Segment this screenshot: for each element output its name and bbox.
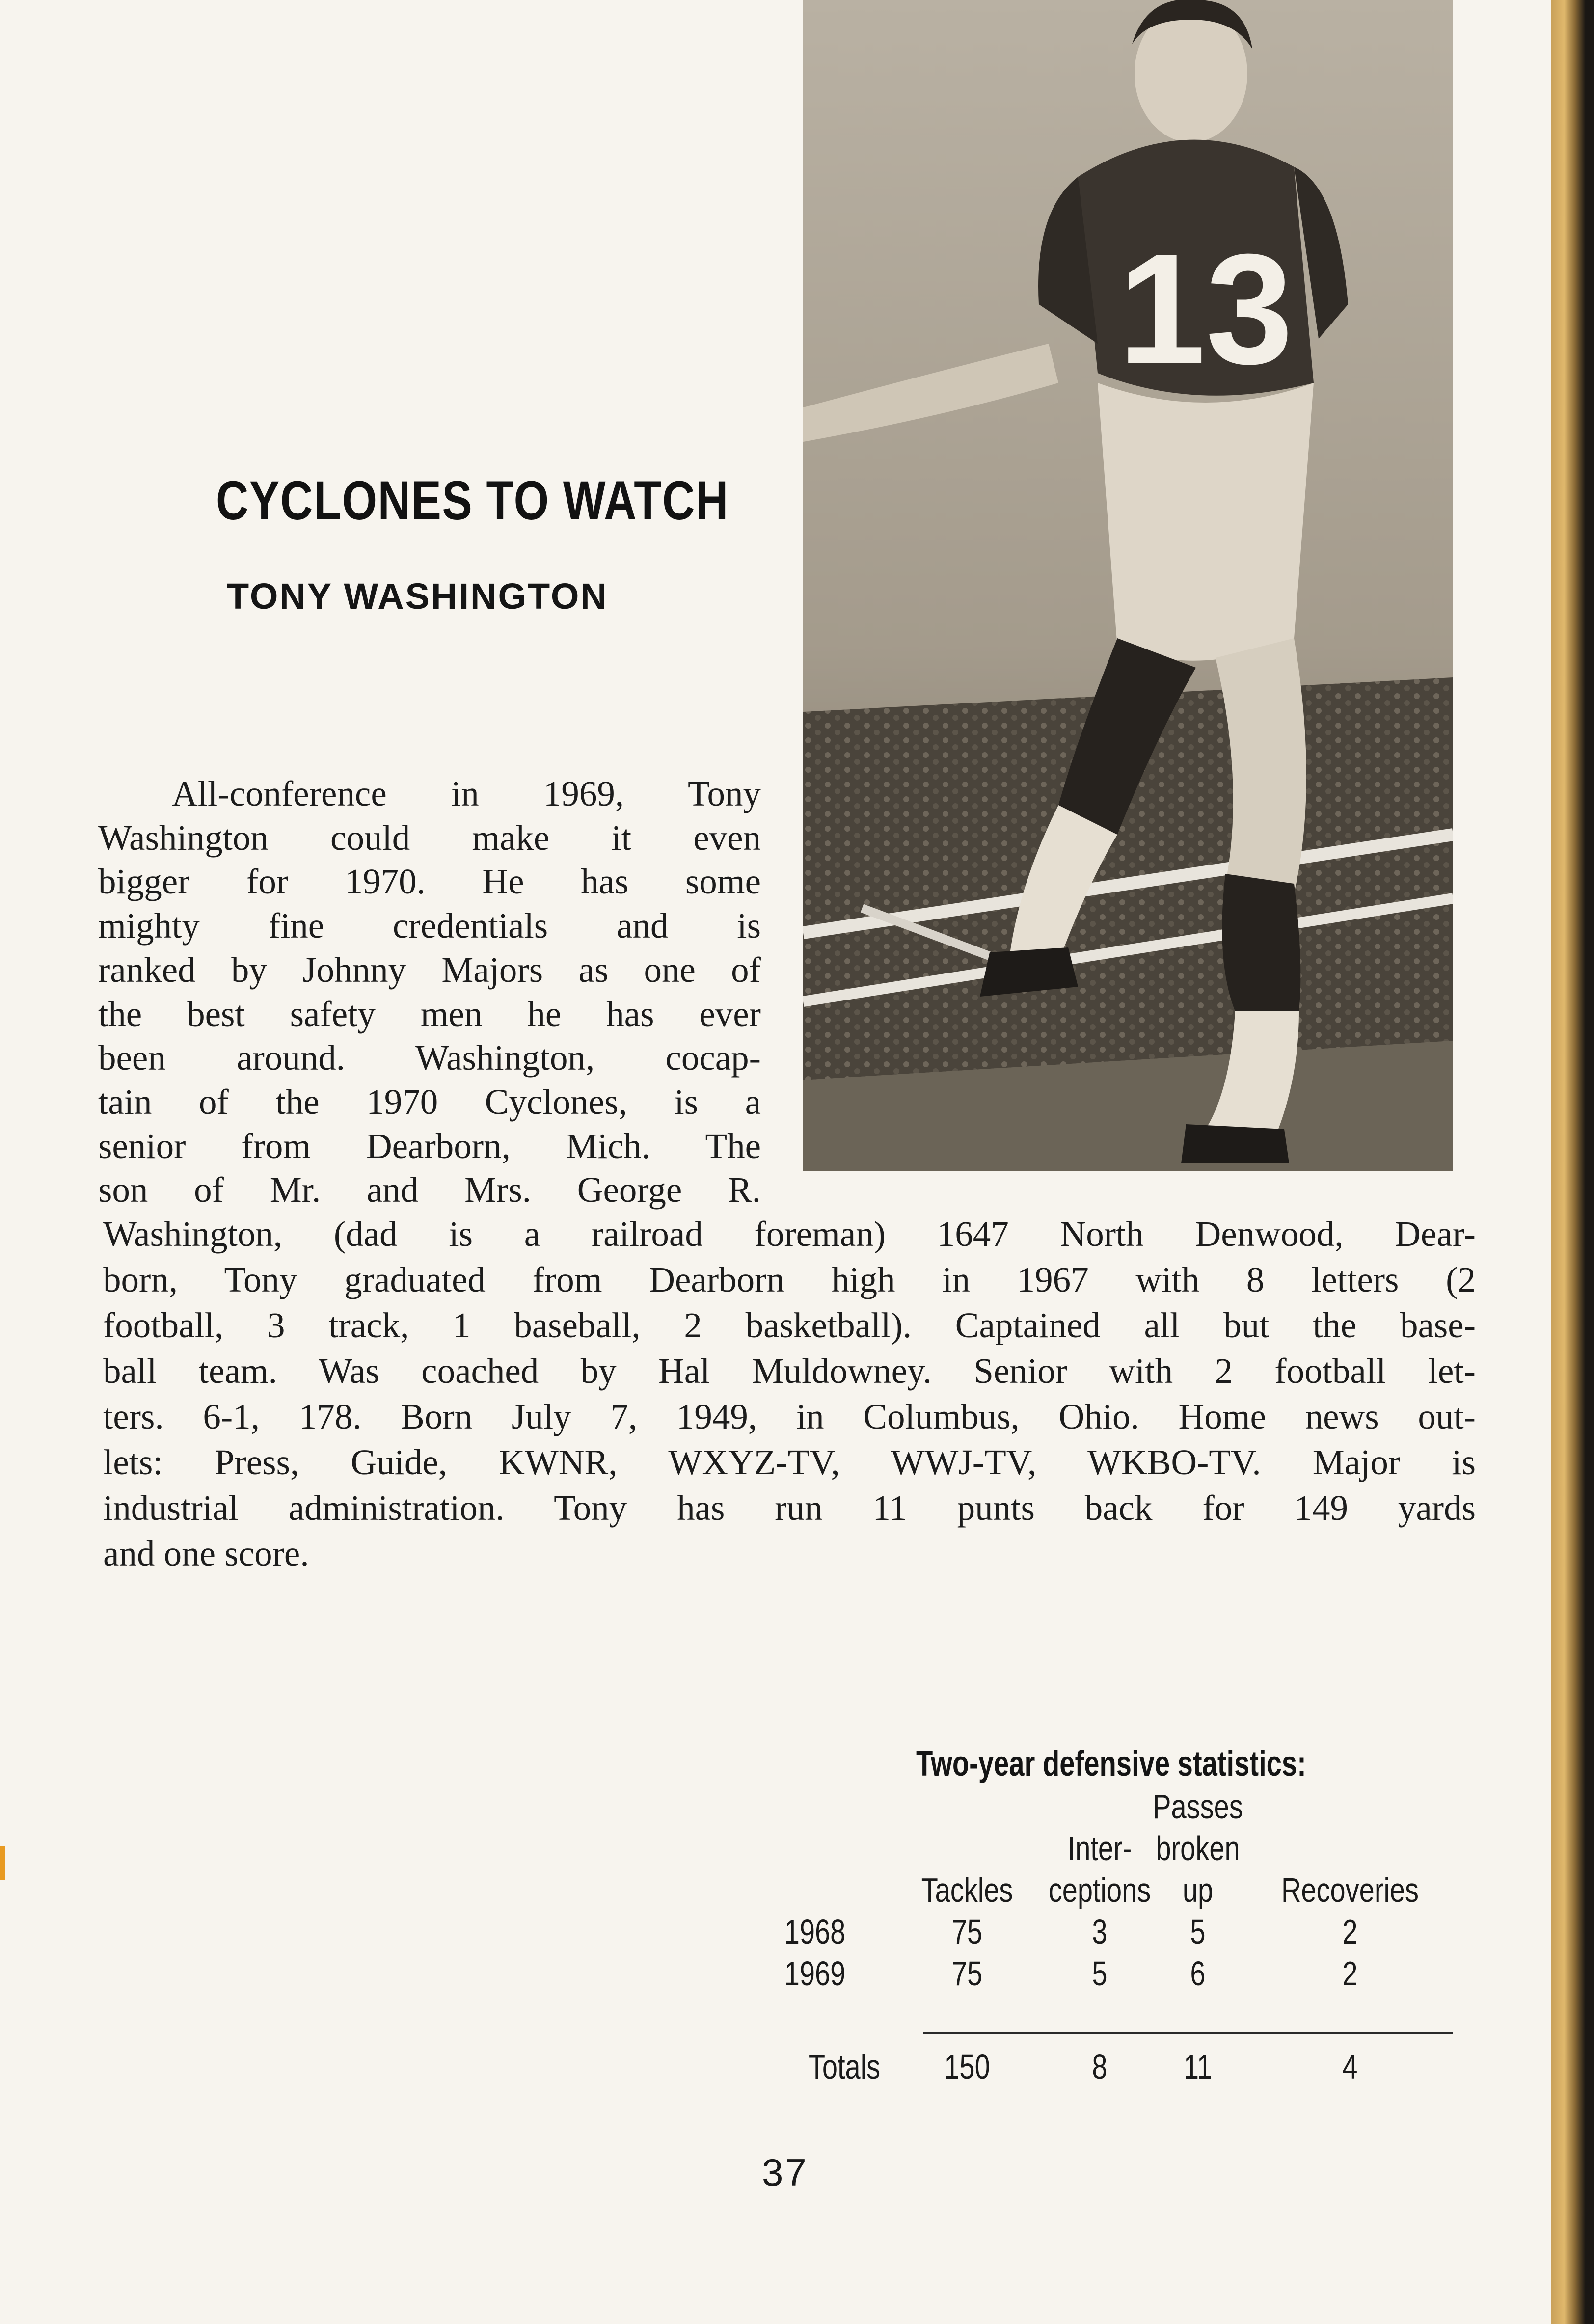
row-recoveries: 2	[1342, 1913, 1358, 1951]
bio-line: lets: Press, Guide, KWNR, WXYZ-TV, WWJ-TV, WKBO-TV. Major is	[103, 1442, 1476, 1482]
totals-divider	[923, 2032, 1453, 2034]
row-recoveries: 2	[1342, 1954, 1358, 1993]
header-tackles: Tackles	[921, 1871, 1013, 1909]
margin-mark	[0, 1846, 5, 1880]
bio-line: Washington, (dad is a railroad foreman) 1647 North Denwood, Dear-	[103, 1214, 1476, 1254]
bio-line: mighty fine credentials and is	[98, 906, 761, 946]
player-name: TONY WASHINGTON	[227, 576, 608, 617]
bio-line: ranked by Johnny Majors as one of	[98, 949, 761, 990]
row-passes-broken-up: 5	[1190, 1913, 1206, 1951]
header-passes-2: broken	[1156, 1829, 1240, 1867]
bio-line: been around. Washington, cocap-	[98, 1038, 761, 1078]
totals-tackles: 150	[944, 2048, 990, 2086]
totals-passes-broken-up: 11	[1183, 2048, 1213, 2086]
bio-line: and one score.	[103, 1534, 309, 1573]
totals-label: Totals	[808, 2048, 881, 2086]
row-interceptions: 3	[1092, 1913, 1108, 1951]
row-tackles: 75	[951, 1954, 983, 1993]
stats-title: Two-year defensive statistics:	[916, 1744, 1306, 1784]
bio-line: tain of the 1970 Cyclones, is a	[98, 1081, 761, 1122]
header-interceptions-2: ceptions	[1048, 1871, 1151, 1909]
jersey-number: 13	[1118, 221, 1293, 397]
totals-interceptions: 8	[1092, 2048, 1108, 2086]
bio-line: All-conference in 1969, Tony	[172, 774, 761, 813]
bio-line: ball team. Was coached by Hal Muldowney. Senior with 2 football let-	[103, 1351, 1476, 1391]
row-tackles: 75	[951, 1913, 983, 1951]
bio-paragraph-wide	[103, 1211, 1476, 1576]
page-edge	[1551, 0, 1594, 2324]
bio-line: son of Mr. and Mrs. George R.	[98, 1170, 761, 1210]
page-number: 37	[762, 2151, 809, 2194]
bio-line: football, 3 track, 1 baseball, 2 basketball). Captained all but the base-	[103, 1305, 1476, 1345]
bio-line: Washington could make it even	[98, 817, 761, 858]
header-recoveries: Recoveries	[1281, 1871, 1419, 1909]
bio-paragraph-narrow	[98, 772, 761, 1212]
player-photo	[803, 0, 1453, 1171]
row-interceptions: 5	[1092, 1954, 1108, 1993]
row-year: 1968	[784, 1913, 846, 1951]
section-headline: CYCLONES TO WATCH	[216, 470, 729, 531]
bio-line: the best safety men he has ever	[98, 994, 761, 1034]
totals-recoveries: 4	[1342, 2048, 1358, 2086]
bio-line: industrial administration. Tony has run 11 punts back for 149 yards	[103, 1488, 1476, 1528]
bio-line: senior from Dearborn, Mich. The	[98, 1126, 761, 1166]
header-passes-1: Passes	[1153, 1787, 1243, 1826]
header-interceptions-1: Inter-	[1067, 1829, 1132, 1867]
player-photo-illustration	[803, 0, 1453, 1171]
stats-table	[766, 1787, 1473, 2101]
bio-line: born, Tony graduated from Dearborn high in 1967 with 8 letters (2	[103, 1260, 1476, 1299]
bio-line: ters. 6-1, 178. Born July 7, 1949, in Columbus, Ohio. Home news out-	[103, 1397, 1476, 1436]
bio-line: bigger for 1970. He has some	[98, 862, 761, 902]
row-passes-broken-up: 6	[1190, 1954, 1206, 1993]
header-passes-3: up	[1182, 1871, 1214, 1909]
row-year: 1969	[784, 1954, 846, 1993]
